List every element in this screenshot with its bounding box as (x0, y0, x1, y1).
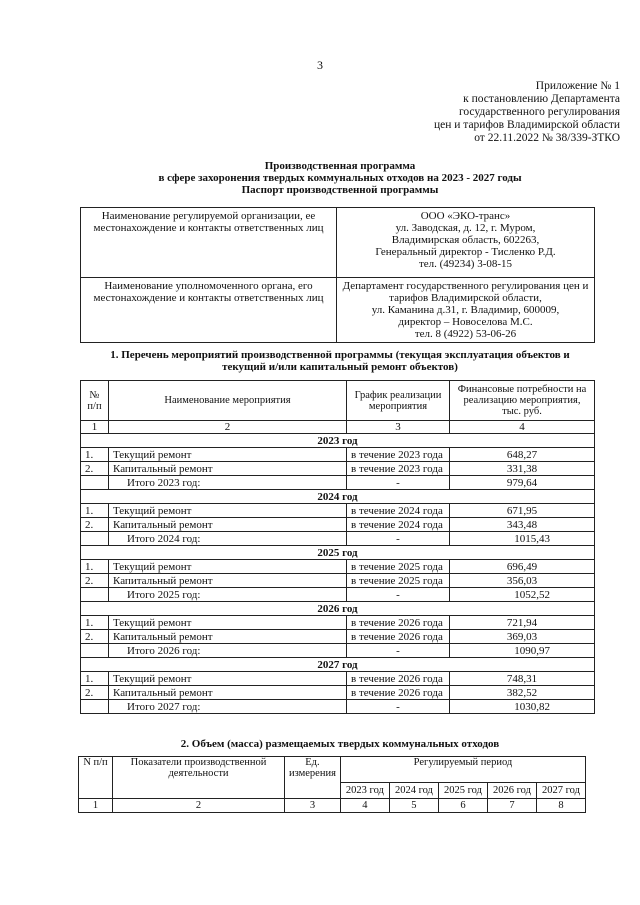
header-unit: Ед. измерения (285, 757, 341, 799)
row-value: 369,03 (450, 630, 595, 644)
appendix-line: государственного регулирования (458, 106, 620, 118)
row-schedule: в течение 2023 года (347, 462, 450, 476)
row-name: Текущий ремонт (109, 672, 347, 686)
document-titles (60, 160, 620, 196)
colnum: 3 (285, 799, 341, 813)
row-name: Текущий ремонт (109, 560, 347, 574)
measures-table (80, 380, 595, 714)
row-num (81, 588, 109, 602)
row-value: 331,38 (450, 462, 595, 476)
table-row (81, 560, 595, 574)
row-value: 671,95 (450, 504, 595, 518)
row-value: 343,48 (450, 518, 595, 532)
passport-label: Наименование уполномоченного органа, его местонахождение и контакты ответственных лиц (81, 278, 337, 343)
colnum: 1 (81, 421, 109, 434)
passport-value-line: Департамент государственного регулирования цен и тарифов Владимирской области, (342, 280, 589, 304)
header-num: № п/п (81, 381, 109, 421)
header-finance: Финансовые потребности на реализацию мероприятия, тыс. руб. (450, 381, 595, 421)
year-row (81, 490, 595, 504)
measures-header-row (81, 381, 595, 421)
header-year: 2025 год (438, 783, 487, 799)
row-value: 748,31 (450, 672, 595, 686)
appendix-line: к постановлению Департамента (463, 93, 620, 105)
total-value: 979,64 (450, 476, 595, 490)
passport-value-line: Генеральный директор - Тисленко Р.Д. (375, 246, 556, 258)
year-label: 2026 год (81, 602, 595, 616)
total-label: Итого 2023 год: (109, 476, 347, 490)
header-num: N п/п (79, 757, 113, 799)
total-schedule: - (347, 700, 450, 714)
row-schedule: в течение 2025 года (347, 560, 450, 574)
colnum: 2 (109, 421, 347, 434)
passport-value-line: ул. Каманина д.31, г. Владимир, 600009, (371, 304, 560, 316)
passport-value-line: тел. 8 (4922) 53-06-26 (414, 328, 517, 340)
row-num: 2. (81, 574, 109, 588)
row-schedule: в течение 2026 года (347, 616, 450, 630)
colnum: 6 (438, 799, 487, 813)
program-title: Производственная программа (264, 160, 416, 172)
row-num (81, 700, 109, 714)
row-num: 2. (81, 518, 109, 532)
row-num: 1. (81, 672, 109, 686)
total-schedule: - (347, 532, 450, 546)
header-indicator: Показатели производственной деятельности (113, 757, 285, 799)
row-schedule: в течение 2025 года (347, 574, 450, 588)
total-value: 1090,97 (450, 644, 595, 658)
total-row (81, 476, 595, 490)
colnum: 8 (536, 799, 585, 813)
section1-title-line: текущий и/или капитальный ремонт объектов) (222, 361, 458, 373)
passport-label: Наименование регулируемой организации, ее местонахождение и контакты ответственных лиц (81, 208, 337, 278)
row-num: 2. (81, 686, 109, 700)
column-numbers-row (79, 799, 586, 813)
year-row (81, 658, 595, 672)
header-period: Регулируемый период (340, 757, 585, 783)
row-name: Текущий ремонт (109, 616, 347, 630)
passport-table (80, 207, 595, 343)
row-name: Текущий ремонт (109, 504, 347, 518)
section1-title (60, 349, 620, 373)
passport-value-line: тел. (49234) 3-08-15 (418, 258, 513, 270)
row-name: Текущий ремонт (109, 448, 347, 462)
table-row (81, 518, 595, 532)
total-schedule: - (347, 588, 450, 602)
passport-value-line: Владимирская область, 602263, (391, 234, 540, 246)
row-num: 1. (81, 448, 109, 462)
row-num (81, 532, 109, 546)
row-schedule: в течение 2023 года (347, 448, 450, 462)
appendix-line: от 22.11.2022 № 38/339-ЗТКО (474, 132, 620, 144)
row-schedule: в течение 2026 года (347, 686, 450, 700)
row-value: 356,03 (450, 574, 595, 588)
header-year: 2027 год (536, 783, 585, 799)
total-schedule: - (347, 644, 450, 658)
year-row (81, 546, 595, 560)
row-name: Капитальный ремонт (109, 518, 347, 532)
appendix-block (380, 80, 620, 145)
passport-row (81, 278, 595, 343)
total-value: 1052,52 (450, 588, 595, 602)
table-row (81, 462, 595, 476)
header-year: 2024 год (389, 783, 438, 799)
row-name: Капитальный ремонт (109, 686, 347, 700)
header-name: Наименование мероприятия (109, 381, 347, 421)
total-label: Итого 2025 год: (109, 588, 347, 602)
row-name: Капитальный ремонт (109, 574, 347, 588)
passport-title: Паспорт производственной программы (241, 184, 439, 196)
volume-header-row (79, 757, 586, 783)
year-label: 2023 год (81, 434, 595, 448)
table-row (81, 672, 595, 686)
total-label: Итого 2024 год: (109, 532, 347, 546)
colnum: 4 (340, 799, 389, 813)
table-row (81, 448, 595, 462)
row-name: Капитальный ремонт (109, 462, 347, 476)
volume-table (78, 756, 586, 813)
total-row (81, 532, 595, 546)
row-value: 648,27 (450, 448, 595, 462)
table-row (81, 504, 595, 518)
program-subtitle: в сфере захоронения твердых коммунальных отходов на 2023 - 2027 годы (158, 172, 522, 184)
passport-value (337, 278, 595, 343)
header-year: 2023 год (340, 783, 389, 799)
year-label: 2027 год (81, 658, 595, 672)
row-schedule: в течение 2026 года (347, 672, 450, 686)
table-row (81, 574, 595, 588)
passport-value-line: ул. Заводская, д. 12, г. Муром, (395, 222, 536, 234)
table-row (81, 630, 595, 644)
passport-value-line: ООО «ЭКО-транс» (420, 210, 511, 222)
row-schedule: в течение 2026 года (347, 630, 450, 644)
colnum: 2 (113, 799, 285, 813)
row-value: 382,52 (450, 686, 595, 700)
section2-title: 2. Объем (масса) размещаемых твердых коммунальных отходов (180, 738, 500, 750)
appendix-line: цен и тарифов Владимирской области (433, 119, 620, 131)
appendix-line: Приложение № 1 (535, 80, 620, 92)
row-num: 1. (81, 504, 109, 518)
header-schedule: График реализации мероприятия (347, 381, 450, 421)
row-num: 1. (81, 560, 109, 574)
colnum: 3 (347, 421, 450, 434)
row-value: 721,94 (450, 616, 595, 630)
total-schedule: - (347, 476, 450, 490)
row-num: 2. (81, 462, 109, 476)
total-value: 1015,43 (450, 532, 595, 546)
table-row (81, 616, 595, 630)
colnum: 7 (487, 799, 536, 813)
row-num (81, 644, 109, 658)
page-number: 3 (317, 58, 323, 72)
year-label: 2025 год (81, 546, 595, 560)
year-row (81, 434, 595, 448)
colnum: 4 (450, 421, 595, 434)
colnum: 5 (389, 799, 438, 813)
passport-value-line: директор – Новоселова М.С. (398, 316, 533, 328)
row-num: 1. (81, 616, 109, 630)
row-name: Капитальный ремонт (109, 630, 347, 644)
year-label: 2024 год (81, 490, 595, 504)
section1-title-line: 1. Перечень мероприятий производственной программы (текущая эксплуатация объектов и (110, 349, 570, 361)
total-row (81, 700, 595, 714)
total-value: 1030,82 (450, 700, 595, 714)
row-num: 2. (81, 630, 109, 644)
table-row (81, 686, 595, 700)
column-numbers-row (81, 421, 595, 434)
total-row (81, 644, 595, 658)
total-label: Итого 2026 год: (109, 644, 347, 658)
total-row (81, 588, 595, 602)
row-schedule: в течение 2024 года (347, 504, 450, 518)
total-label: Итого 2027 год: (109, 700, 347, 714)
row-schedule: в течение 2024 года (347, 518, 450, 532)
row-num (81, 476, 109, 490)
passport-value (337, 208, 595, 278)
row-value: 696,49 (450, 560, 595, 574)
passport-row (81, 208, 595, 278)
header-year: 2026 год (487, 783, 536, 799)
year-row (81, 602, 595, 616)
colnum: 1 (79, 799, 113, 813)
